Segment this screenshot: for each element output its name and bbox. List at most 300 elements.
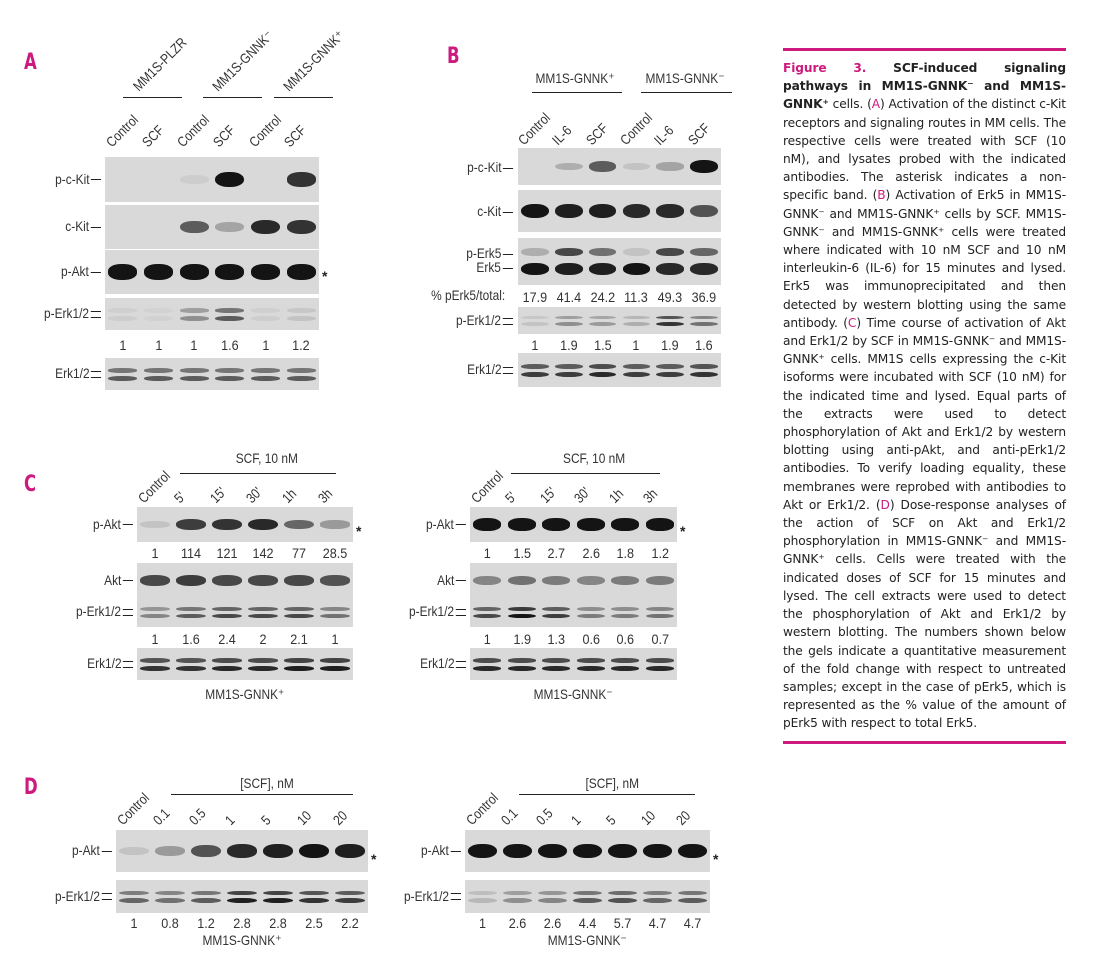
- row-b-5-band: [589, 364, 617, 369]
- lane-label-d-1: 5: [602, 812, 619, 828]
- group-label-a: MM1S-GNNK⁺: [279, 27, 348, 95]
- row-b-5-band: [555, 372, 583, 377]
- row-c-1-2-band: [508, 607, 536, 611]
- row-a-4-band: [108, 368, 137, 372]
- row-d-1-0-band: [643, 844, 672, 859]
- quant-row-c-0-akt: [137, 545, 353, 561]
- band-marker-icon: [451, 851, 461, 852]
- erk5-band: [690, 263, 718, 275]
- quant-row-c-1-erk: [470, 631, 677, 647]
- band-marker-icon: [503, 168, 513, 169]
- row-c-1-3-band: [473, 658, 501, 662]
- quant-value: 1.5: [593, 337, 612, 353]
- row-c-1-3-band: [577, 658, 605, 662]
- asterisk-a: *: [322, 268, 328, 284]
- row-c-1-2-band: [577, 607, 605, 611]
- row-a-3-band: [287, 308, 316, 312]
- erk5-band: [521, 263, 549, 275]
- row-c-1-2-label-text: p-Erk1/2: [409, 603, 455, 619]
- row-d-0-1-band: [155, 891, 185, 896]
- lane-label-a: SCF: [138, 121, 167, 150]
- row-b-1-band: [623, 204, 651, 218]
- quant-row-a: [105, 337, 319, 353]
- row-c-1-3-band: [646, 658, 674, 662]
- p-erk5-band: [589, 248, 617, 256]
- quant-value: 24.2: [590, 289, 615, 305]
- row-a-0-band: [180, 175, 209, 184]
- group-label-a: MM1S-PLZR: [129, 34, 190, 94]
- quant-value: 1: [483, 631, 491, 647]
- row-c-0-2-blot: [137, 597, 353, 627]
- lane-label-d-0: 1: [221, 812, 238, 828]
- row-c-0-0-band: [140, 521, 170, 528]
- row-c-0-3-label-text: Erk1/2: [86, 655, 122, 671]
- quant-value: 2.6: [508, 915, 527, 931]
- row-b-0-label: [467, 159, 513, 175]
- lane-label-d-1: 1: [567, 812, 584, 828]
- lane-label-b: IL-6: [650, 122, 677, 148]
- row-b-4-band: [555, 322, 583, 326]
- row-a-3-band: [108, 308, 137, 312]
- row-a-1-band: [215, 222, 244, 232]
- row-b-1-band: [521, 204, 549, 219]
- row-b-0-band: [623, 163, 651, 170]
- quant-value: 4.7: [648, 915, 667, 931]
- row-a-4-blot: [105, 358, 319, 390]
- row-d-1-1-blot: [465, 880, 710, 913]
- row-b-2-label-text: p-Erk5: [466, 245, 502, 261]
- lane-label-b: IL-6: [548, 122, 575, 148]
- row-d-0-1-band: [119, 891, 149, 896]
- row-c-1-1-band: [542, 576, 570, 585]
- row-b-5-band: [656, 364, 684, 369]
- quant-value: 1.6: [182, 631, 200, 647]
- caption-panel-ref: A: [871, 97, 881, 112]
- caption-segment: ) Activation of the distinct c-Kit receptors and signaling routes in MM cells. The respective cells were treated with SCF (10 nM), and lysates probed with the indicated antibodies. The asterisk indicates a non-specific band. (: [783, 97, 1066, 203]
- quant-row-c-0-erk: [137, 631, 353, 647]
- row-a-2-label: [61, 263, 101, 279]
- row-c-1-0-band: [542, 518, 570, 530]
- group-rule-a: [274, 97, 333, 98]
- quant-value: 4.7: [683, 915, 702, 931]
- row-a-4-band: [215, 376, 244, 381]
- p-erk5-band: [656, 248, 684, 256]
- row-a-1-band: [287, 220, 316, 234]
- quant-value: 1: [151, 631, 159, 647]
- row-c-1-2-band: [646, 607, 674, 611]
- row-c-0-0-band: [284, 520, 314, 530]
- row-b-5-band: [521, 372, 549, 377]
- quant-value: 2.8: [233, 915, 251, 931]
- row-d-1-1-band: [573, 891, 602, 896]
- caption-segment: ) Activation of Erk5 in MM1S-GNNK⁻ and MM1S-GNNK⁺ cells by SCF. MM1S-GNNK⁻ and MM1S-GNNK⁺ cells were treated where indicated with 10 nM SCF and 10 nM interleukin-6 (IL-6) for 15 minutes and lysed. Erk5 was immunoprecipitated and then detected by western blotting using the same antibody. (: [783, 188, 1066, 330]
- group-label-b-1: MM1S-GNNK⁻: [645, 70, 725, 86]
- row-c-1-1-label-text: Akt: [436, 571, 455, 588]
- row-a-3-band: [180, 316, 209, 321]
- row-d-1-1-band: [468, 891, 497, 896]
- lane-label-c-1: 15': [536, 483, 559, 506]
- row-c-0-1-band: [284, 575, 314, 586]
- quant-value: 114: [180, 545, 202, 561]
- treatment-rule-c-1: [511, 473, 660, 474]
- quant-value: 1.5: [512, 545, 531, 561]
- row-a-1-band: [180, 221, 209, 234]
- lane-label-c-1: Control: [467, 467, 506, 506]
- band-marker-icon: [123, 524, 133, 525]
- lane-label-c-0: 3h: [314, 485, 336, 506]
- row-d-1-0-label: [421, 842, 461, 858]
- band-marker-icon: [123, 580, 133, 581]
- row-a-3-band: [108, 316, 137, 321]
- quant-value: 0.7: [650, 631, 669, 647]
- p-erk5-band: [690, 248, 718, 256]
- quant-value: 1: [478, 915, 487, 931]
- p-erk5-band: [555, 248, 583, 256]
- row-a-1-label: [65, 218, 101, 234]
- quant-value: 1: [130, 915, 138, 931]
- band-marker-icon: [91, 227, 101, 228]
- row-c-1-3-blot: [470, 648, 677, 680]
- erk5-band: [656, 263, 684, 275]
- lane-label-d-0: 0.1: [149, 804, 173, 828]
- quant-value: 49.3: [657, 289, 683, 305]
- caption-top-rule: [783, 48, 1066, 51]
- lane-label-b: Control: [616, 109, 656, 148]
- quant-value: 1.6: [221, 337, 239, 353]
- quant-value: 2.8: [269, 915, 287, 931]
- row-c-0-1-band: [248, 575, 278, 586]
- row-d-0-1-band: [227, 891, 257, 896]
- row-d-0-0-label: [72, 842, 112, 858]
- quant-value: 1: [119, 337, 127, 353]
- lane-label-c-0: 15': [206, 483, 229, 506]
- row-c-0-3-band: [320, 658, 350, 662]
- quant-value: 2.1: [290, 631, 308, 647]
- row-c-1-2-blot: [470, 597, 677, 627]
- row-b-5-band: [690, 364, 718, 369]
- row-d-1-0-label-text: p-Akt: [421, 842, 450, 858]
- row-a-2-band: [108, 264, 137, 279]
- row-c-1-3-label: [420, 655, 466, 671]
- quant-value: 28.5: [322, 545, 348, 561]
- row-d-0-0-band: [119, 847, 149, 855]
- row-b-5-band: [690, 372, 718, 377]
- quant-value: 1: [190, 337, 198, 353]
- quant-value: 1: [262, 337, 270, 353]
- row-c-1-3-band: [542, 658, 570, 662]
- quant-value: 1: [632, 337, 640, 353]
- row-c-1-0-label: [426, 516, 466, 532]
- row-c-0-1-band: [320, 575, 350, 585]
- caption-segment: ⁻: [967, 79, 974, 94]
- lane-label-b: SCF: [684, 119, 713, 148]
- row-b-5-label-text: Erk1/2: [466, 361, 502, 377]
- group-label-b-0: MM1S-GNNK⁺: [535, 70, 615, 86]
- lane-label-d-0: 5: [257, 812, 274, 828]
- quant-value: 1: [151, 545, 159, 561]
- quant-value: 1.2: [292, 337, 310, 353]
- band-marker-icon: [123, 609, 133, 616]
- row-a-4-band: [251, 376, 280, 381]
- row-d-0-1-band: [299, 891, 329, 896]
- quant-value: 1: [483, 545, 491, 561]
- row-d-1-0-band: [608, 844, 637, 859]
- quant-value: 121: [216, 545, 238, 561]
- row-b-5-band: [656, 372, 684, 377]
- row-a-3-band: [215, 308, 244, 312]
- row-c-0-1-band: [176, 575, 206, 586]
- quant-row-c-1-akt: [470, 545, 677, 561]
- row-a-3-band: [144, 308, 173, 312]
- band-marker-icon: [503, 318, 513, 325]
- band-marker-icon: [503, 254, 513, 255]
- row-c-1-3-band: [508, 666, 536, 671]
- row-b-1-label: [477, 203, 513, 219]
- row-a-4-band: [180, 376, 209, 381]
- quant-value: 1: [331, 631, 339, 647]
- quant-value: 1: [154, 337, 163, 353]
- row-c-0-1-band: [140, 575, 170, 586]
- quant-value: 77: [291, 545, 307, 561]
- row-d-1-0-band: [678, 844, 707, 859]
- row-c-0-3-band: [320, 666, 350, 671]
- lane-label-c-0: 5': [170, 488, 189, 506]
- group-rule-b-1: [641, 92, 732, 93]
- panel-letter-a: A: [24, 50, 37, 75]
- row-a-2-band: [215, 264, 244, 279]
- row-c-0-2-band: [248, 607, 278, 611]
- row-b-4-label: [456, 312, 513, 328]
- row-b-3-label-text: Erk5: [476, 259, 502, 275]
- row-c-0-2-band: [140, 614, 170, 619]
- band-marker-icon: [102, 851, 112, 852]
- band-marker-icon: [91, 371, 101, 378]
- row-c-0-0-label-text: p-Akt: [93, 515, 122, 532]
- quant-value: 0.6: [581, 631, 600, 647]
- erk5-band: [555, 263, 583, 275]
- row-d-0-0-band: [299, 844, 329, 859]
- row-c-0-3-band: [140, 658, 170, 662]
- row-a-4-band: [251, 368, 280, 372]
- row-c-1-3-band: [611, 666, 639, 671]
- row-a-4-band: [144, 368, 173, 372]
- quant-value: 1.3: [547, 631, 566, 647]
- row-d-1-1-band: [678, 891, 707, 896]
- lane-label-d-1: 10: [637, 807, 659, 828]
- row-d-1-1-label-text: p-Erk1/2: [404, 887, 450, 904]
- quant-value: 2.6: [543, 915, 562, 931]
- figure-caption: [783, 48, 1066, 744]
- row-c-0-0-band: [248, 519, 278, 531]
- row-a-2-band: [180, 264, 209, 279]
- row-c-1-1-label: [437, 572, 466, 588]
- lane-label-b: Control: [515, 109, 554, 148]
- row-b-1-band: [589, 204, 617, 218]
- row-d-1-1-band: [538, 891, 567, 896]
- band-marker-icon: [91, 311, 101, 318]
- row-a-4-band: [215, 368, 244, 372]
- row-a-3-band: [180, 308, 209, 312]
- row-c-0-3-band: [284, 666, 314, 671]
- row-b-4-label-text: p-Erk1/2: [456, 312, 502, 328]
- lane-label-d-1: 0.5: [532, 804, 556, 828]
- row-c-1-3-label-text: Erk1/2: [419, 655, 455, 671]
- row-c-1-2-band: [611, 607, 639, 611]
- row-c-1-1-band: [646, 576, 674, 585]
- row-c-0-0-label: [93, 516, 133, 532]
- row-c-1-3-band: [646, 666, 674, 671]
- quant-row-d-1: [465, 915, 710, 931]
- caption-text: [783, 59, 1066, 733]
- quant-value: 2.2: [341, 915, 359, 931]
- lane-label-c-0: Control: [134, 467, 174, 506]
- lane-label-c-1: 3h: [639, 485, 661, 506]
- band-marker-icon: [102, 893, 112, 900]
- quant-value: 0.6: [616, 631, 635, 647]
- row-d-1-1-band: [503, 891, 532, 896]
- erk5-band: [623, 263, 651, 275]
- row-c-1-1-band: [473, 576, 501, 585]
- caption-segment: SCF-induced signaling pathways in MM1S-GNNK: [783, 61, 1066, 94]
- row-d-0-1-blot: [116, 880, 368, 913]
- quant-value: 5.7: [613, 915, 632, 931]
- lane-label-a: SCF: [280, 121, 310, 150]
- lane-label-d-0: 10: [293, 807, 315, 828]
- row-c-0-1-label: [104, 572, 133, 588]
- lane-label-d-0: 0.5: [185, 804, 209, 828]
- row-b-1-band: [555, 204, 583, 218]
- row-c-0-2-label-text: p-Erk1/2: [76, 603, 122, 619]
- row-d-0-1-band: [335, 891, 365, 896]
- cell-line-c-0: MM1S-GNNK⁺: [205, 686, 285, 702]
- row-d-0-1-band: [191, 891, 221, 896]
- row-c-0-2-band: [176, 607, 206, 611]
- row-c-0-3-band: [248, 666, 278, 671]
- lane-label-a: Control: [102, 111, 142, 150]
- treatment-label-d-1: [SCF], nM: [585, 775, 639, 791]
- row-d-0-1-band: [263, 891, 293, 896]
- row-a-2-band: [251, 264, 280, 279]
- row-a-2-band: [287, 264, 316, 279]
- lane-label-b: SCF: [582, 119, 611, 148]
- row-a-1-band: [251, 220, 280, 235]
- band-marker-icon: [123, 661, 133, 668]
- row-a-3-band: [144, 316, 173, 321]
- p-erk5-band: [521, 248, 549, 256]
- row-c-0-3-band: [176, 666, 206, 671]
- row-a-4-band: [180, 368, 209, 372]
- row-c-1-0-band: [577, 518, 605, 530]
- row-c-1-0-band: [611, 518, 639, 530]
- row-d-1-0-band: [468, 844, 497, 859]
- row-c-1-1-band: [577, 576, 605, 585]
- asterisk-c-0: *: [356, 522, 362, 539]
- caption-panel-ref: C: [847, 315, 857, 330]
- row-a-4-band: [287, 376, 316, 381]
- row-c-1-2-band: [542, 607, 570, 611]
- quant-value: 1.9: [661, 337, 679, 353]
- row-b-0-band: [656, 162, 684, 170]
- band-marker-icon: [91, 272, 101, 273]
- lane-label-a: Control: [245, 111, 284, 150]
- row-c-0-3-label: [87, 655, 133, 671]
- lane-label-d-1: 20: [672, 807, 694, 828]
- quant-value: 1.9: [512, 631, 531, 647]
- row-d-0-0-band: [263, 844, 293, 858]
- row-d-1-1-band: [608, 891, 637, 896]
- row-c-0-2-band: [320, 614, 350, 619]
- quant-value: 11.3: [624, 289, 649, 305]
- band-marker-icon: [451, 893, 461, 900]
- row-b-erk5-blot: [518, 238, 721, 285]
- row-c-0-0-band: [320, 520, 350, 528]
- row-c-0-2-band: [140, 607, 170, 611]
- lane-label-d-0: Control: [113, 789, 153, 828]
- row-b-4-blot: [518, 307, 721, 334]
- cell-line-d-1: MM1S-GNNK⁻: [547, 932, 627, 948]
- row-c-1-0-label-text: p-Akt: [426, 515, 455, 532]
- row-b-4-band: [521, 322, 549, 326]
- quant-value: 2.5: [305, 915, 323, 931]
- band-marker-icon: [91, 179, 101, 180]
- row-c-1-3-band: [611, 658, 639, 662]
- row-b-5-band: [623, 372, 651, 377]
- row-b-1-band: [690, 205, 718, 217]
- row-c-0-2-band: [284, 614, 314, 619]
- quant-row-b: [518, 337, 721, 353]
- treatment-label-c-0: SCF, 10 nM: [235, 450, 298, 466]
- row-b-4-band: [690, 322, 718, 326]
- caption-segment: cells. (: [828, 97, 872, 112]
- caption-bottom-rule: [783, 741, 1066, 744]
- row-c-0-2-band: [212, 607, 242, 611]
- row-a-3-label-text: p-Erk1/2: [44, 305, 90, 321]
- row-c-0-1-label-text: Akt: [103, 571, 122, 588]
- quant-value: 17.9: [522, 289, 548, 305]
- cell-line-d-0: MM1S-GNNK⁺: [202, 932, 282, 948]
- band-marker-icon: [503, 367, 513, 374]
- row-c-1-1-band: [508, 576, 536, 585]
- treatment-rule-c-0: [180, 473, 336, 474]
- p-erk5-band: [623, 248, 651, 256]
- lane-label-a: Control: [173, 111, 213, 150]
- group-rule-b-0: [532, 92, 622, 93]
- lane-label-d-1: Control: [462, 789, 501, 828]
- erk5-band: [589, 263, 617, 275]
- row-a-4-label: [55, 365, 101, 381]
- row-d-1-0-band: [538, 844, 567, 859]
- row-c-1-0-band: [473, 518, 501, 530]
- quant-value: 1.8: [616, 545, 635, 561]
- caption-segment: and MM1S-GNNK: [783, 79, 1067, 112]
- asterisk-d-0: *: [371, 851, 377, 867]
- quant-value: 2.4: [218, 631, 236, 647]
- row-d-1-0-band: [503, 844, 532, 859]
- row-a-3-label: [44, 305, 101, 321]
- row-a-2-label-text: p-Akt: [61, 263, 90, 279]
- row-a-4-label-text: Erk1/2: [54, 365, 90, 381]
- row-c-0-1-band: [212, 575, 242, 586]
- row-c-1-2-band: [473, 607, 501, 611]
- row-b-1-label-text: c-Kit: [477, 203, 502, 219]
- row-c-0-2-band: [176, 614, 206, 619]
- row-b-1-band: [656, 204, 684, 218]
- band-marker-icon: [456, 524, 466, 525]
- row-b-0-band: [690, 160, 718, 173]
- row-a-4-band: [144, 376, 173, 381]
- treatment-label-d-0: [SCF], nM: [240, 775, 294, 791]
- row-d-0-0-band: [155, 846, 185, 856]
